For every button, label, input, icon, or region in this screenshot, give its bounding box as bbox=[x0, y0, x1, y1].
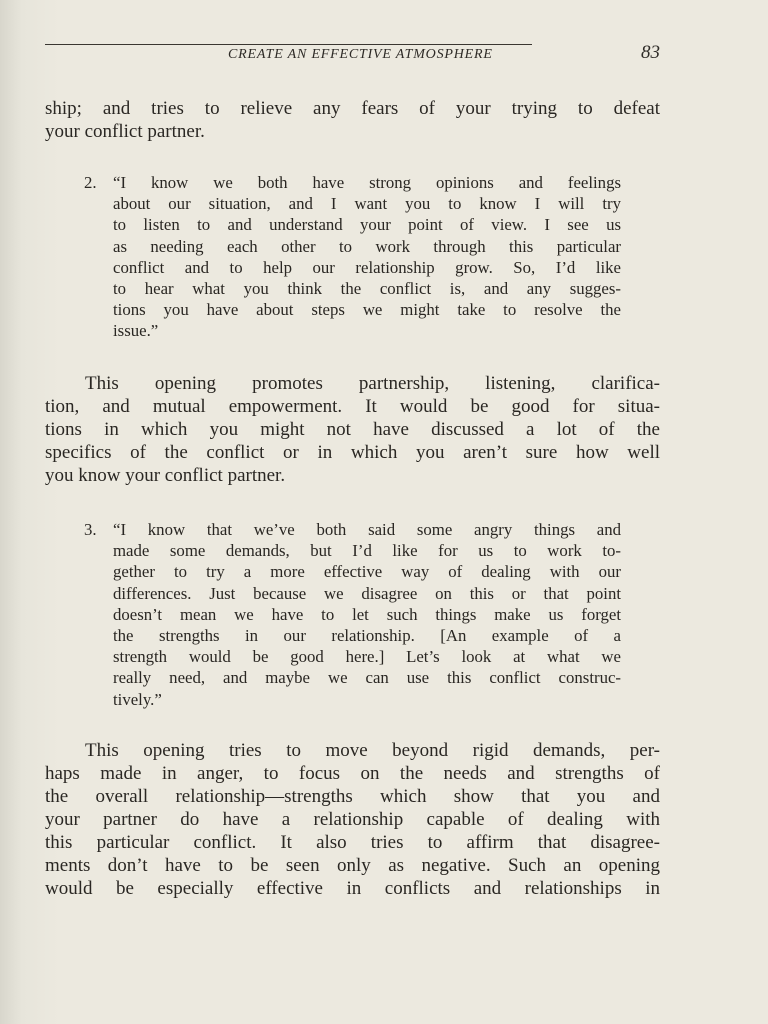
text-line: “I know we both have strong opinions and feelings bbox=[113, 173, 621, 192]
text-line: about our situation, and I want you to know I will try bbox=[113, 194, 621, 214]
text-line: “I know that we’ve both said some angry things and bbox=[113, 520, 621, 539]
text-line: conflict and to help our relationship grow. So, I’d like bbox=[113, 257, 621, 277]
text-line: the strengths in our relationship. [An example of a bbox=[113, 626, 621, 646]
text-line: the overall relationship—strengths which show that you and bbox=[45, 786, 660, 807]
text-line: made some demands, but I’d like for us to work to- bbox=[113, 541, 621, 561]
item-number: 2. bbox=[84, 173, 97, 192]
paragraph-commentary-2 bbox=[45, 372, 660, 487]
text-line: this particular conflict. It also tries to affirm that disagree- bbox=[45, 832, 660, 853]
text-line: ments don’t have to be seen only as negative. Such an opening bbox=[45, 855, 660, 876]
text-line: haps made in anger, to focus on the needs and strengths of bbox=[45, 763, 660, 784]
text-line: tively.” bbox=[113, 689, 162, 709]
page-number: 83 bbox=[641, 42, 660, 63]
text-line: gether to try a more effective way of dealing with our bbox=[113, 562, 621, 582]
text-line: doesn’t mean we have to let such things make us forget bbox=[113, 604, 621, 624]
text-line: as needing each other to work through this particular bbox=[113, 236, 621, 256]
quote-text bbox=[113, 172, 621, 342]
item-number: 3. bbox=[84, 520, 97, 539]
text-line: ship; and tries to relieve any fears of your trying to defeat bbox=[45, 98, 660, 119]
text-line: strength would be good here.] Let’s look at what we bbox=[113, 647, 621, 667]
text-line: tions in which you might not have discussed a lot of the bbox=[45, 419, 660, 440]
header-rule bbox=[45, 44, 532, 45]
text-line: really need, and maybe we can use this conflict construc- bbox=[113, 668, 621, 688]
quote-text bbox=[113, 519, 621, 710]
quote-item-3 bbox=[84, 519, 621, 710]
text-line: your partner do have a relationship capable of dealing with bbox=[45, 809, 660, 830]
text-line: to hear what you think the conflict is, and any sugges- bbox=[113, 279, 621, 299]
text-line: would be especially effective in conflicts and relationships in bbox=[45, 878, 660, 899]
paragraph-commentary-3 bbox=[45, 739, 660, 900]
text-line: issue.” bbox=[113, 321, 159, 341]
text-line: differences. Just because we disagree on this or that point bbox=[113, 583, 621, 603]
text-line: tion, and mutual empowerment. It would be good for situa- bbox=[45, 396, 660, 417]
text-line: specifics of the conflict or in which you aren’t sure how well bbox=[45, 442, 660, 463]
paragraph-continuation bbox=[45, 97, 660, 143]
text-line: This opening promotes partnership, listening, clarifica- bbox=[85, 373, 660, 394]
text-line: This opening tries to move beyond rigid demands, per- bbox=[85, 740, 660, 761]
quote-item-2 bbox=[84, 172, 621, 342]
text-line: tions you have about steps we might take to resolve the bbox=[113, 300, 621, 320]
text-line: your conflict partner. bbox=[45, 121, 205, 142]
text-line: you know your conflict partner. bbox=[45, 465, 286, 486]
text-line: to listen to and understand your point of view. I see us bbox=[113, 215, 621, 235]
running-head: CREATE AN EFFECTIVE ATMOSPHERE bbox=[228, 47, 493, 62]
